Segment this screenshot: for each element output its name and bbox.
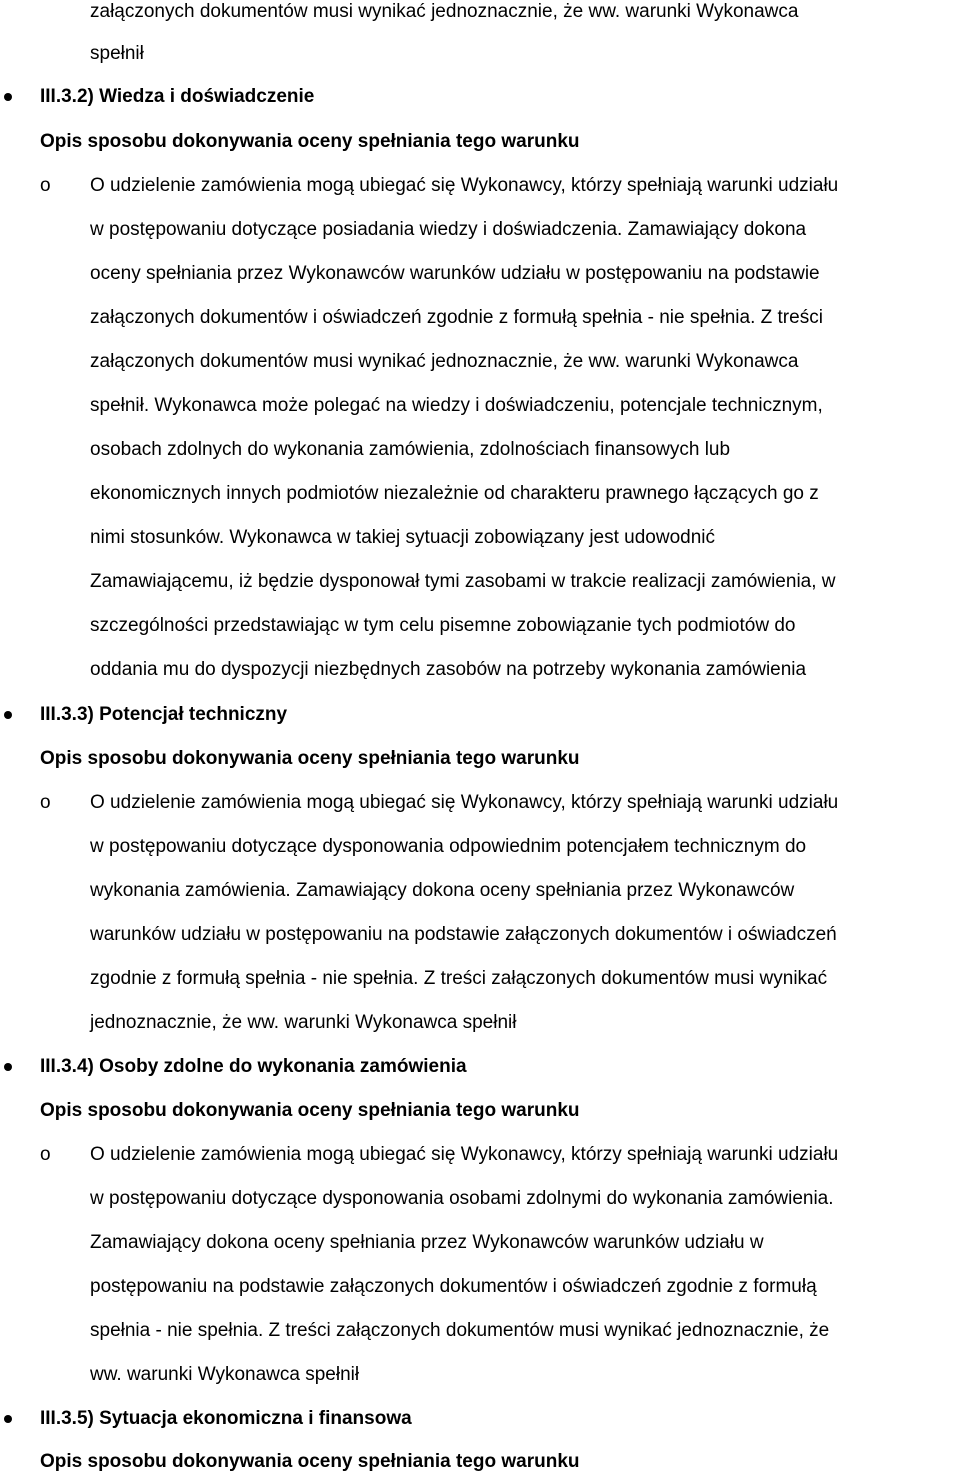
section-subheading: Opis sposobu dokonywania oceny spełniania tego warunku — [40, 748, 580, 769]
section-subheading: Opis sposobu dokonywania oceny spełniania tego warunku — [40, 1100, 580, 1121]
section-subheading: Opis sposobu dokonywania oceny spełniania tego warunku — [40, 1451, 580, 1472]
bullet-icon — [4, 93, 12, 101]
paragraph-line: oddania mu do dyspozycji niezbędnych zasobów na potrzeby wykonania zamówienia — [90, 659, 807, 680]
paragraph-line: oceny spełniania przez Wykonawców warunków udziału w postępowaniu na podstawie — [90, 263, 820, 284]
bullet-icon — [4, 1415, 12, 1423]
paragraph-line: jednoznacznie, że ww. warunki Wykonawca spełnił — [90, 1012, 517, 1033]
paragraph-line: postępowaniu na podstawie załączonych dokumentów i oświadczeń zgodnie z formułą — [90, 1276, 817, 1297]
paragraph-line: wykonania zamówienia. Zamawiający dokona oceny spełniania przez Wykonawców — [90, 880, 795, 901]
paragraph-line: w postępowaniu dotyczące dysponowania osobami zdolnymi do wykonania zamówienia. — [90, 1188, 834, 1209]
circle-bullet-icon: o — [40, 175, 51, 196]
paragraph-line: ww. warunki Wykonawca spełnił — [90, 1364, 360, 1385]
paragraph-line: załączonych dokumentów musi wynikać jednoznacznie, że ww. warunki Wykonawca — [90, 351, 799, 372]
section-heading: III.3.4) Osoby zdolne do wykonania zamówienia — [40, 1056, 467, 1077]
paragraph-line: spełnił. Wykonawca może polegać na wiedzy i doświadczeniu, potencjale technicznym, — [90, 395, 823, 416]
section-heading: III.3.5) Sytuacja ekonomiczna i finansowa — [40, 1408, 412, 1429]
circle-bullet-icon: o — [40, 792, 51, 813]
section-heading: III.3.3) Potencjał techniczny — [40, 704, 288, 725]
continuation-line: spełnił — [90, 43, 144, 64]
section-subheading: Opis sposobu dokonywania oceny spełniania tego warunku — [40, 131, 580, 152]
bullet-icon — [4, 711, 12, 719]
paragraph-line: osobach zdolnych do wykonania zamówienia, zdolnościach finansowych lub — [90, 439, 731, 460]
paragraph-line: O udzielenie zamówienia mogą ubiegać się Wykonawcy, którzy spełniają warunki udziału — [90, 175, 839, 196]
paragraph-line: Zamawiający dokona oceny spełniania przez Wykonawców warunków udziału w — [90, 1232, 764, 1253]
paragraph-line: spełnia - nie spełnia. Z treści załączonych dokumentów musi wynikać jednoznacznie, że — [90, 1320, 830, 1341]
paragraph-line: ekonomicznych innych podmiotów niezależnie od charakteru prawnego łączących go z — [90, 483, 819, 504]
bullet-icon — [4, 1063, 12, 1071]
continuation-line: załączonych dokumentów musi wynikać jednoznacznie, że ww. warunki Wykonawca — [90, 1, 799, 22]
section-heading: III.3.2) Wiedza i doświadczenie — [40, 86, 315, 107]
paragraph-line: O udzielenie zamówienia mogą ubiegać się Wykonawcy, którzy spełniają warunki udziału — [90, 792, 839, 813]
paragraph-line: zgodnie z formułą spełnia - nie spełnia. Z treści załączonych dokumentów musi wynikać — [90, 968, 828, 989]
paragraph-line: załączonych dokumentów i oświadczeń zgodnie z formułą spełnia - nie spełnia. Z treści — [90, 307, 823, 328]
paragraph-line: O udzielenie zamówienia mogą ubiegać się Wykonawcy, którzy spełniają warunki udziału — [90, 1144, 839, 1165]
paragraph-line: Zamawiającemu, iż będzie dysponował tymi zasobami w trakcie realizacji zamówienia, w — [90, 571, 836, 592]
paragraph-line: nimi stosunków. Wykonawca w takiej sytuacji zobowiązany jest udowodnić — [90, 527, 716, 548]
circle-bullet-icon: o — [40, 1144, 51, 1165]
paragraph-line: w postępowaniu dotyczące dysponowania odpowiednim potencjałem technicznym do — [90, 836, 807, 857]
paragraph-line: szczególności przedstawiając w tym celu pisemne zobowiązanie tych podmiotów do — [90, 615, 796, 636]
paragraph-line: warunków udziału w postępowaniu na podstawie załączonych dokumentów i oświadczeń — [90, 924, 837, 945]
paragraph-line: w postępowaniu dotyczące posiadania wiedzy i doświadczenia. Zamawiający dokona — [90, 219, 807, 240]
